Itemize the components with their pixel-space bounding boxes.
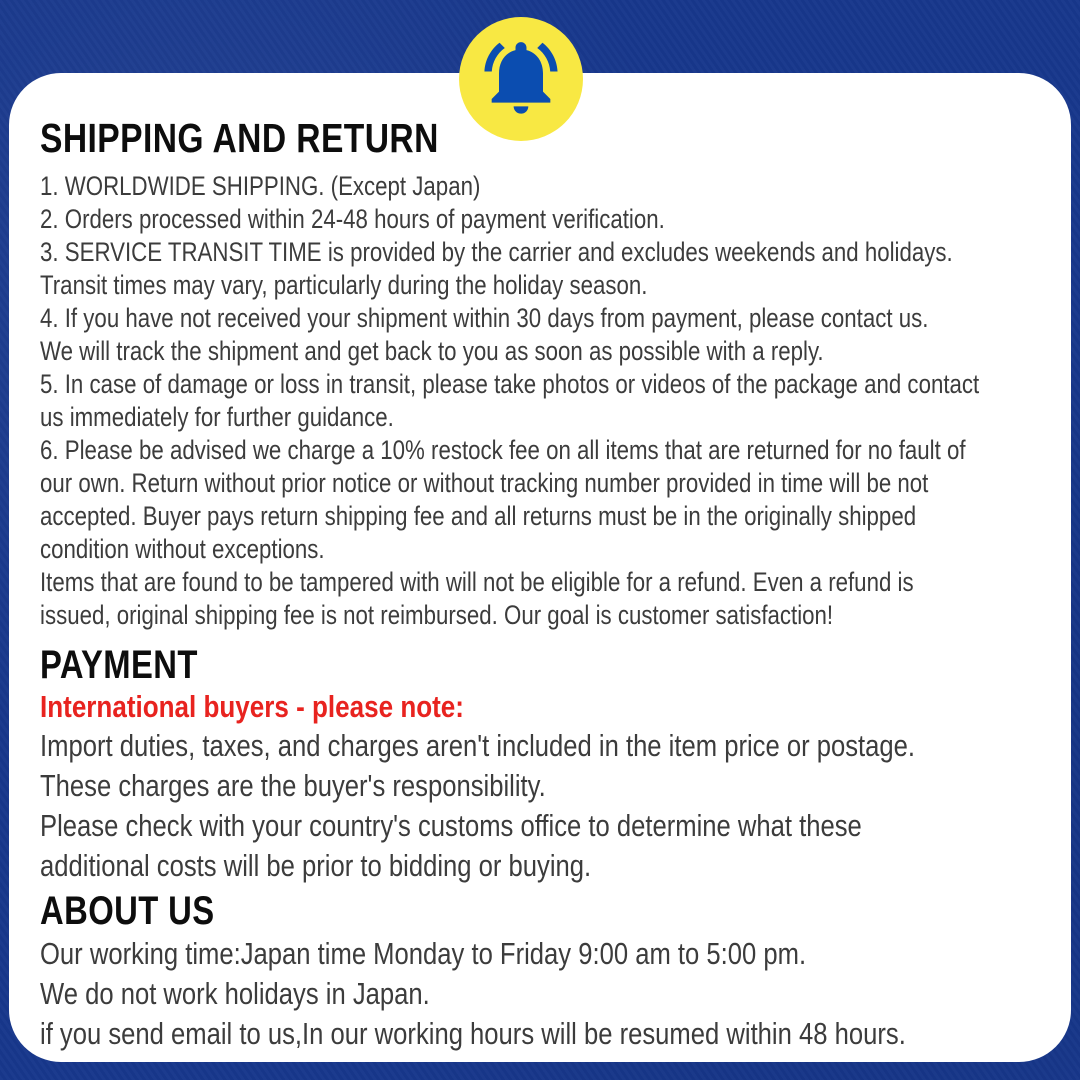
policy-line: additional costs will be prior to bidding or buying. (40, 849, 592, 883)
about-section (40, 934, 1043, 1054)
payment-section-title: PAYMENT (40, 643, 198, 687)
policy-line: Transit times may vary, particularly during the holiday season. (40, 270, 648, 300)
policy-line: Our working time:Japan time Monday to Friday 9:00 am to 5:00 pm. (40, 937, 807, 971)
policy-line: accepted. Buyer pays return shipping fee and all returns must be in the originally shipped (40, 501, 917, 531)
policy-line: Items that are found to be tampered with will not be eligible for a refund. Even a refund is (40, 567, 914, 597)
policy-line: 5. In case of damage or loss in transit, please take photos or videos of the package and contact (40, 369, 980, 399)
shipping-section (40, 170, 1043, 632)
policy-line: 2. Orders processed within 24-48 hours of payment verification. (40, 204, 665, 234)
international-buyers-note: International buyers - please note: (40, 689, 464, 724)
policy-line: 3. SERVICE TRANSIT TIME is provided by the carrier and excludes weekends and holidays. (40, 237, 953, 267)
policy-line: Import duties, taxes, and charges aren't included in the item price or postage. (40, 729, 916, 763)
policy-line: condition without exceptions. (40, 534, 325, 564)
policy-line: Please check with your country's customs office to determine what these (40, 809, 862, 843)
policy-line: We will track the shipment and get back to you as soon as possible with a reply. (40, 336, 824, 366)
policy-line: We do not work holidays in Japan. (40, 977, 430, 1011)
policy-line: us immediately for further guidance. (40, 402, 394, 432)
policy-line: our own. Return without prior notice or without tracking number provided in time will be not (40, 468, 929, 498)
policy-line: These charges are the buyer's responsibility. (40, 769, 546, 803)
policy-content (9, 73, 1071, 1054)
policy-card (9, 73, 1071, 1062)
shipping-section-title: SHIPPING AND RETURN (40, 115, 439, 161)
bell-icon (477, 33, 565, 126)
policy-line: 1. WORLDWIDE SHIPPING. (Except Japan) (40, 171, 481, 201)
policy-line: issued, original shipping fee is not reimbursed. Our goal is customer satisfaction! (40, 600, 834, 630)
about-section-title: ABOUT US (40, 889, 215, 933)
policy-line: if you send email to us,In our working hours will be resumed within 48 hours. (40, 1017, 906, 1051)
payment-section (40, 688, 1043, 886)
notification-badge (459, 17, 583, 141)
policy-line: 4. If you have not received your shipment within 30 days from payment, please contact us. (40, 303, 929, 333)
policy-line: 6. Please be advised we charge a 10% restock fee on all items that are returned for no fault of (40, 435, 966, 465)
